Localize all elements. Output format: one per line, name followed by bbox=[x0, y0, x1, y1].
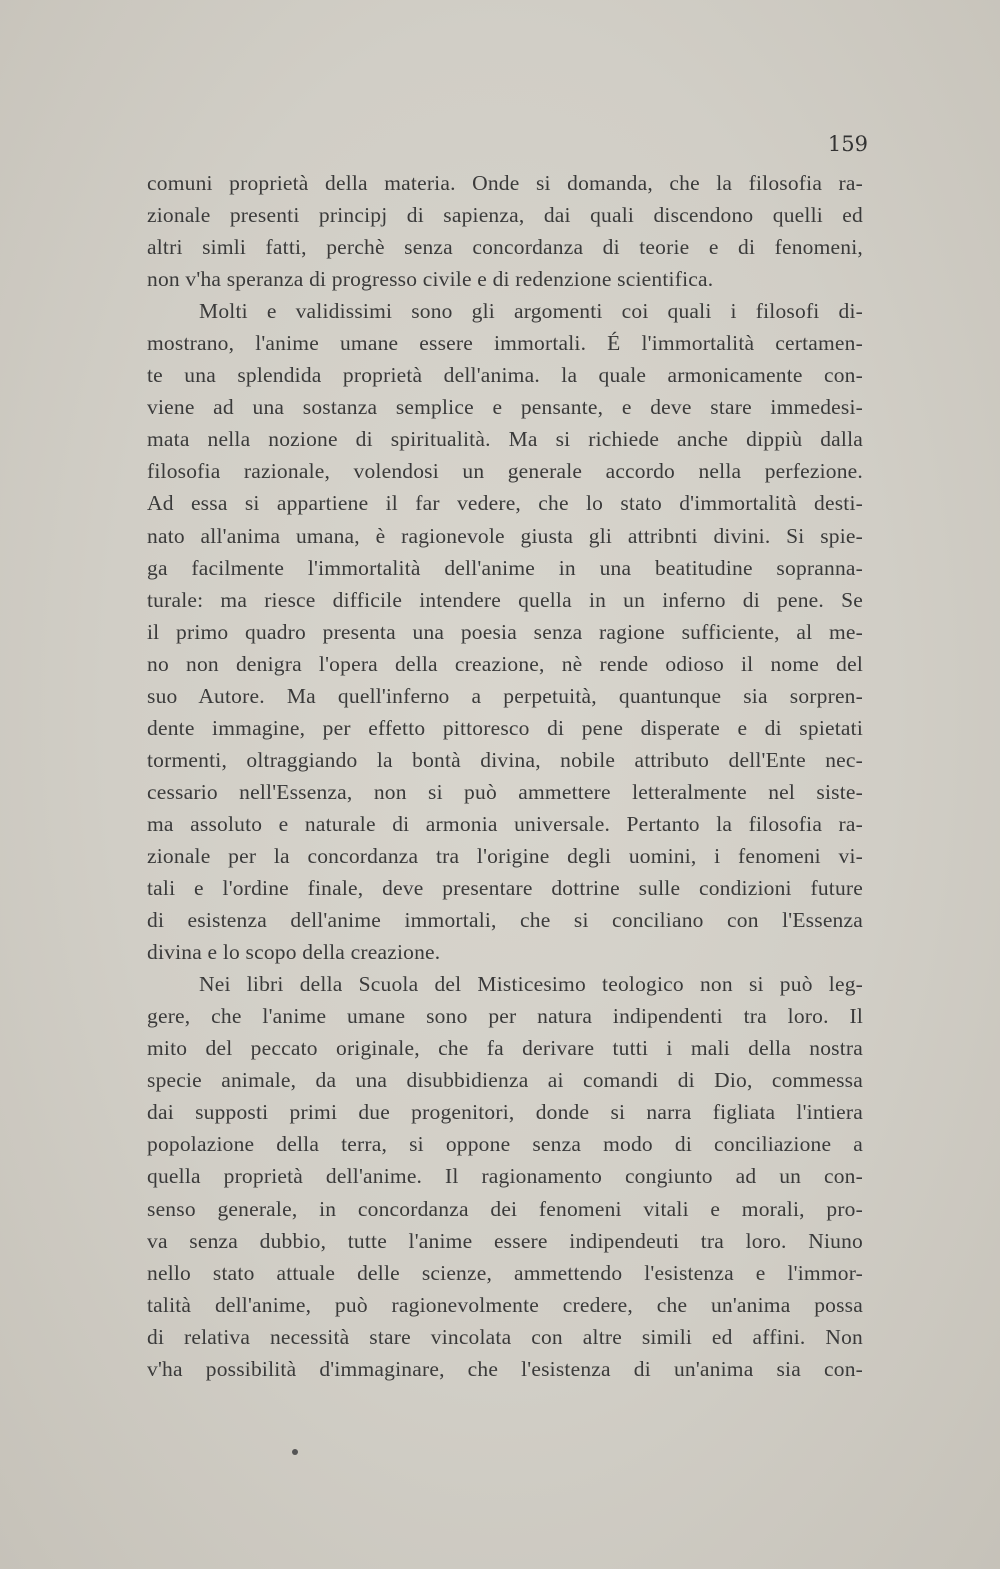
text-line: comuni proprietà della materia. Onde si domanda, che la filosofia ra- bbox=[147, 171, 863, 195]
text-line: tormenti, oltraggiando la bontà divina, nobile attributo dell'Ente nec- bbox=[147, 747, 863, 772]
text-line: il primo quadro presenta una poesia senza ragione sufficiente, al me- bbox=[147, 619, 863, 644]
text-line: dente immagine, per effetto pittoresco di pene disperate e di spietati bbox=[147, 715, 863, 740]
text-line: popolazione della terra, si oppone senza modo di conciliazione a bbox=[147, 1132, 863, 1157]
text-line: divina e lo scopo della creazione. bbox=[147, 940, 441, 965]
text-line: senso generale, in concordanza dei fenomeni vitali e morali, pro- bbox=[147, 1196, 863, 1221]
text-line: Nei libri della Scuola del Misticesimo teologico non si può leg- bbox=[199, 972, 863, 997]
text-line: cessario nell'Essenza, non si può ammettere letteralmente nel siste- bbox=[147, 779, 863, 804]
page-number: 159 bbox=[827, 132, 868, 156]
text-line: mito del peccato originale, che fa derivare tutti i mali della nostra bbox=[147, 1036, 863, 1061]
body-text bbox=[147, 167, 863, 1385]
text-line: non v'ha speranza di progresso civile e di redenzione scientifica. bbox=[147, 267, 714, 292]
text-line: nello stato attuale delle scienze, ammettendo l'esistenza e l'immor- bbox=[147, 1260, 863, 1285]
text-line: specie animale, da una disubbidienza ai comandi di Dio, commessa bbox=[147, 1068, 863, 1093]
text-line: talità dell'anime, può ragionevolmente credere, che un'anima possa bbox=[147, 1292, 863, 1317]
text-line: dai supposti primi due progenitori, donde si narra figliata l'intiera bbox=[147, 1100, 863, 1125]
text-line: zionale per la concordanza tra l'origine degli uomini, i fenomeni vi- bbox=[147, 843, 863, 868]
text-line: no non denigra l'opera della creazione, nè rende odioso il nome del bbox=[147, 651, 863, 676]
text-line: filosofia razionale, volendosi un generale accordo nella perfezione. bbox=[147, 459, 863, 484]
text-line: mostrano, l'anime umane essere immortali. É l'immortalità certamen- bbox=[147, 331, 863, 356]
text-line: ma assoluto e naturale di armonia universale. Pertanto la filosofia ra- bbox=[147, 811, 863, 836]
text-line: ga facilmente l'immortalità dell'anime in una beatitudine sopranna- bbox=[147, 555, 863, 580]
text-line: viene ad una sostanza semplice e pensante, e deve stare immedesi- bbox=[147, 395, 863, 420]
text-line: di esistenza dell'anime immortali, che si conciliano con l'Essenza bbox=[147, 908, 863, 933]
text-line: zionale presenti principj di sapienza, dai quali discendono quelli ed bbox=[147, 203, 863, 228]
text-line: gere, che l'anime umane sono per natura indipendenti tra loro. Il bbox=[147, 1004, 863, 1029]
text-line: va senza dubbio, tutte l'anime essere indipendeuti tra loro. Niuno bbox=[147, 1228, 863, 1253]
text-line: mata nella nozione di spiritualità. Ma si richiede anche dippiù dalla bbox=[147, 427, 863, 452]
text-line: Molti e validissimi sono gli argomenti coi quali i filosofi di- bbox=[199, 299, 863, 324]
text-line: di relativa necessità stare vincolata con altre simili ed affini. Non bbox=[147, 1324, 863, 1349]
text-line: Ad essa si appartiene il far vedere, che lo stato d'immortalità desti- bbox=[147, 491, 863, 516]
print-speck bbox=[292, 1449, 298, 1455]
text-line: altri simli fatti, perchè senza concordanza di teorie e di fenomeni, bbox=[147, 235, 863, 260]
text-line: turale: ma riesce difficile intendere quella in un inferno di pene. Se bbox=[147, 587, 863, 612]
text-line: suo Autore. Ma quell'inferno a perpetuità, quantunque sia sorpren- bbox=[147, 683, 863, 708]
text-line: nato all'anima umana, è ragionevole giusta gli attribnti divini. Si spie- bbox=[147, 523, 863, 548]
text-line: tali e l'ordine finale, deve presentare dottrine sulle condizioni future bbox=[147, 876, 863, 901]
text-line: te una splendida proprietà dell'anima. la quale armonicamente con- bbox=[147, 363, 863, 388]
text-line: quella proprietà dell'anime. Il ragionamento congiunto ad un con- bbox=[147, 1164, 863, 1189]
text-line: v'ha possibilità d'immaginare, che l'esistenza di un'anima sia con- bbox=[147, 1356, 863, 1381]
